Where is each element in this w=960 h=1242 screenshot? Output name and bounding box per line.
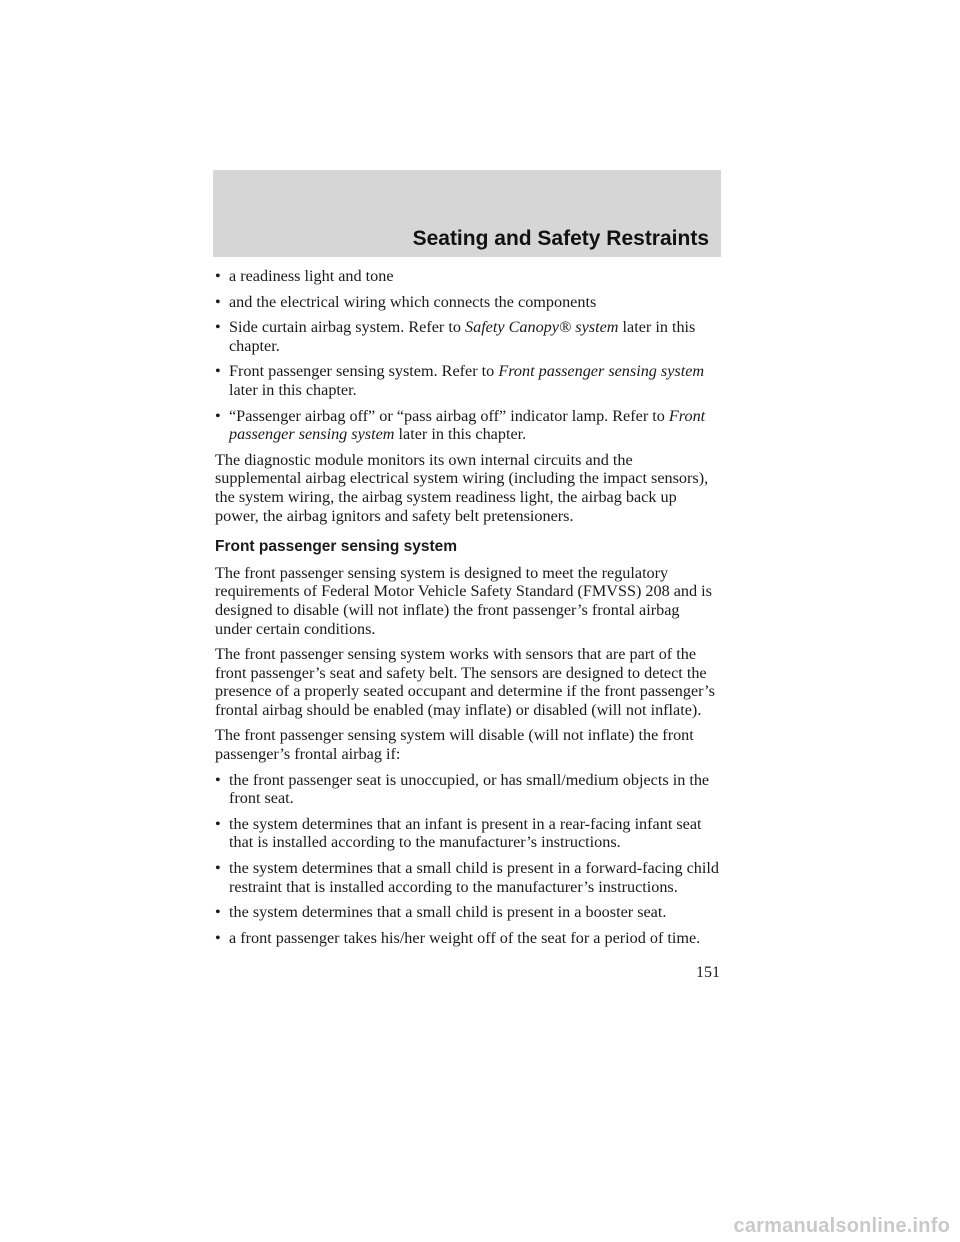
bullet-dot: • xyxy=(215,770,221,789)
bullet-item xyxy=(215,267,720,286)
bullet-dot: • xyxy=(215,814,221,833)
bullet-text: a readiness light and tone xyxy=(229,267,394,285)
bullet-item xyxy=(215,293,720,312)
page-number: 151 xyxy=(696,964,720,981)
bullet-text: Side curtain airbag system. Refer to xyxy=(229,318,465,337)
bullet-text-suffix: later in this chapter. xyxy=(394,425,527,444)
page-body xyxy=(215,267,720,954)
bullet-text: “Passenger airbag off” or “pass airbag off” indicator lamp. Refer to xyxy=(229,406,669,425)
bullet-text: the front passenger seat is unoccupied, or has small/medium objects in the front seat. xyxy=(229,770,710,808)
bullet-text: the system determines that an infant is present in a rear-facing infant seat that is installed according to the manufacturer’s instructions. xyxy=(229,814,702,852)
bullet-dot: • xyxy=(215,903,221,922)
bullet-text-suffix: later in this chapter. xyxy=(229,318,696,355)
bullet-dot: • xyxy=(215,267,221,285)
bullet-dot: • xyxy=(215,406,221,425)
bullet-text: and the electrical wiring which connects the components xyxy=(229,292,597,311)
paragraph-disable-conditions: The front passenger sensing system will disable (will not inflate) the front passenger’s frontal airbag if: xyxy=(215,726,694,764)
bullet-item xyxy=(215,859,720,896)
cross-reference-safety-canopy: Safety Canopy® system xyxy=(465,318,619,337)
bullet-text-suffix: later in this chapter. xyxy=(229,380,357,399)
section-title: Seating and Safety Restraints xyxy=(412,227,709,250)
bullet-item xyxy=(215,903,720,922)
bullet-item xyxy=(215,318,720,355)
bullet-dot: • xyxy=(215,292,221,311)
bullet-text: a front passenger takes his/her weight off of the seat for a period of time. xyxy=(229,928,701,947)
section-heading: Front passenger sensing system xyxy=(215,538,458,556)
bullet-text: the system determines that a small child is present in a forward-facing child restraint that is installed according to the manufacturer’s instructions. xyxy=(229,859,719,896)
paragraph-diagnostic-module: The diagnostic module monitors its own internal circuits and the supplemental airbag electrical system wiring (including the impact sensors), the system wiring, the airbag system readiness light, the airbag back up power, the airbag ignitors and safety belt pretensioners. xyxy=(215,450,709,525)
paragraph-regulatory: The front passenger sensing system is designed to meet the regulatory requirements of Federal Motor Vehicle Safety Standard (FMVSS) 208 and is designed to disable (will not inflate) the front passenger’s frontal airbag under certain conditions. xyxy=(215,563,712,638)
bullet-dot: • xyxy=(215,318,221,337)
bullet-text: the system determines that a small child is present in a booster seat. xyxy=(229,903,667,922)
bullet-item xyxy=(215,362,720,399)
cross-reference-passenger-sensing: Front passenger sensing system xyxy=(229,406,706,444)
bullet-item xyxy=(215,929,720,948)
bullet-item xyxy=(215,771,720,808)
bullet-item xyxy=(215,407,720,444)
watermark: carmanualsonline.info xyxy=(733,1215,950,1237)
cross-reference-passenger-sensing: Front passenger sensing system xyxy=(498,362,705,381)
bullet-item xyxy=(215,815,720,852)
bullet-dot: • xyxy=(215,928,221,947)
bullet-dot: • xyxy=(215,362,221,381)
bullet-text: Front passenger sensing system. Refer to xyxy=(229,362,499,381)
paragraph-sensors: The front passenger sensing system works with sensors that are part of the front passenger’s seat and safety belt. The sensors are designed to detect the presence of a properly seated occupant and determine if the front passenger’s frontal airbag should be enabled (may inflate) or disabled (will not inflate). xyxy=(215,645,715,719)
section-header-band xyxy=(213,170,721,257)
bullet-dot: • xyxy=(215,859,221,878)
